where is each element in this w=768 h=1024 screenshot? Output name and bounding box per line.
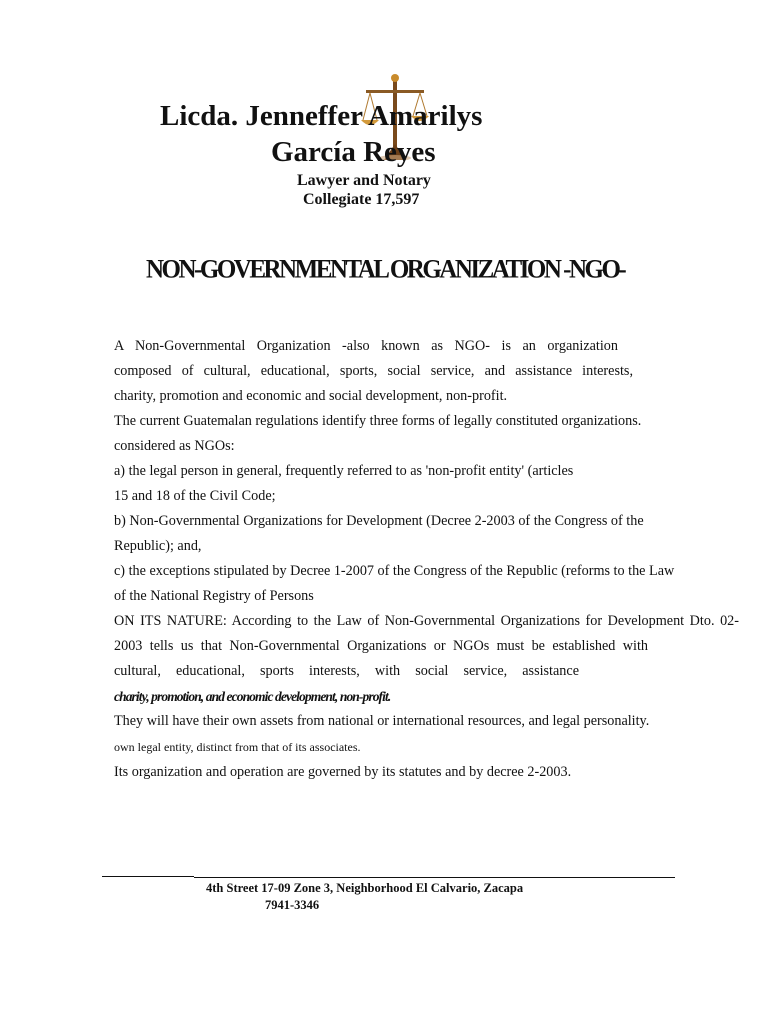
body-line: considered as NGOs: xyxy=(114,438,235,454)
body-line: They will have their own assets from national or international resources, and legal personality. xyxy=(114,713,650,729)
footer-divider xyxy=(194,877,675,878)
body-line: b) Non-Governmental Organizations for Development (Decree 2-2003 of the Congress of the xyxy=(114,513,644,529)
footer-divider-short xyxy=(102,876,194,877)
document-heading: NON-GOVERNMENTAL ORGANIZATION -NGO- xyxy=(146,255,625,284)
body-line: 15 and 18 of the Civil Code; xyxy=(114,488,276,504)
lawyer-name-line1: Licda. Jenneffer Amarilys xyxy=(160,100,483,132)
footer-phone: 7941-3346 xyxy=(265,898,320,912)
body-line: 2003 tells us that Non-Governmental Organizations or NGOs must be established with xyxy=(114,638,648,654)
body-line: c) the exceptions stipulated by Decree 1-2007 of the Congress of the Republic (reforms to the Law xyxy=(114,563,675,579)
body-line: composed of cultural, educational, sports, social service, and assistance interests, xyxy=(114,363,633,379)
body-line: a) the legal person in general, frequently referred to as 'non-profit entity' (articles xyxy=(114,463,574,479)
body-line: Republic); and, xyxy=(114,538,202,554)
body-line: Its organization and operation are governed by its statutes and by decree 2-2003. xyxy=(114,764,572,780)
body-line: own legal entity, distinct from that of its associates. xyxy=(114,740,361,754)
body-line: charity, promotion, and economic development, non-profit. xyxy=(114,689,391,704)
body-line: A Non-Governmental Organization -also known as NGO- is an organization xyxy=(114,338,618,354)
lawyer-name-line2: García Reyes xyxy=(271,136,436,168)
body-line: The current Guatemalan regulations identify three forms of legally constituted organizations. xyxy=(114,413,642,429)
lawyer-title: Lawyer and Notary xyxy=(297,172,431,189)
body-line: charity, promotion and economic and social development, non-profit. xyxy=(114,388,508,404)
body-line: cultural, educational, sports interests, with social service, assistance xyxy=(114,663,579,679)
body-line: of the National Registry of Persons xyxy=(114,588,314,604)
body-line: ON ITS NATURE: According to the Law of Non-Governmental Organizations for Development Dto. 02- xyxy=(114,613,739,629)
footer-address: 4th Street 17-09 Zone 3, Neighborhood El Calvario, Zacapa xyxy=(206,881,524,895)
collegiate-number: Collegiate 17,597 xyxy=(303,191,420,208)
